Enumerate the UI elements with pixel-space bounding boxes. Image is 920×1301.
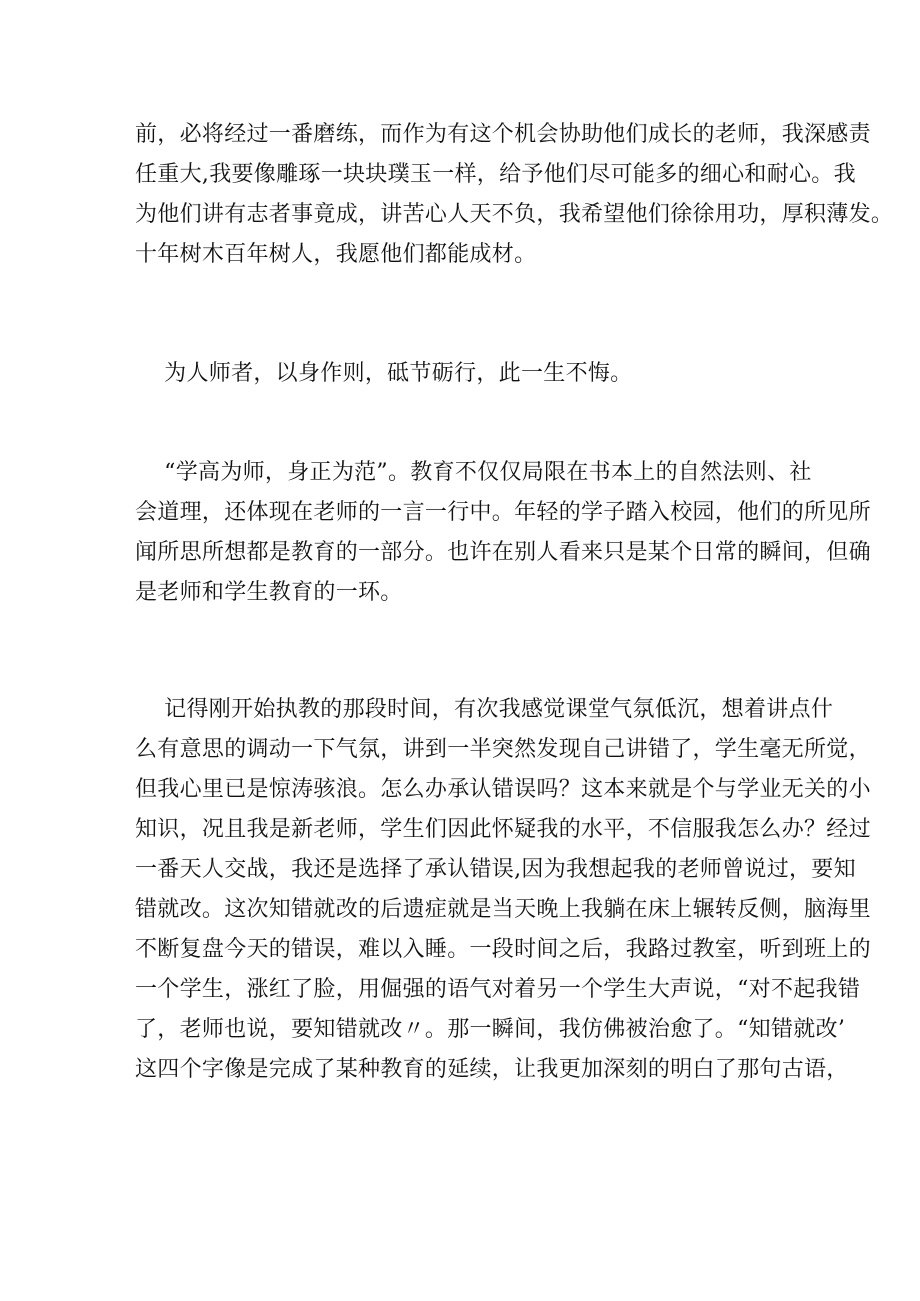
text-line: 是老师和学生教育的一环。: [135, 580, 403, 605]
text-line: 为人师者，以身作则，砥节砺行，此一生不悔。: [135, 361, 633, 386]
text-line: 前，必将经过一番磨练，而作为有这个机会协助他们成长的老师，我深感责: [135, 122, 871, 147]
text-line: 但我心里已是惊涛骇浪。怎么办承认错误吗？这本来就是个与学业无关的小: [135, 777, 871, 802]
text-line: 会道理，还体现在老师的一言一行中。年轻的学子踏入校园，他们的所见所: [135, 500, 871, 525]
text-line: 为他们讲有志者事竟成，讲苦心人天不负，我希望他们徐徐用功，厚积薄发。: [135, 202, 894, 227]
text-line: 记得刚开始执教的那段时间，有次我感觉课堂气氛低沉，想着讲点什: [135, 697, 834, 722]
paragraph-2: [135, 354, 805, 394]
paragraph-1: [135, 115, 894, 275]
text-line: 一番天人交战，我还是选择了承认错误,因为我想起我的老师曾说过，要知: [135, 857, 856, 882]
paragraph-4: [135, 690, 871, 1090]
text-line: 一个学生，涨红了脸，用倔强的语气对着另一个学生大声说，“对不起我错: [135, 977, 861, 1002]
text-line: 知识，况且我是新老师，学生们因此怀疑我的水平，不信服我怎么办？经过: [135, 817, 871, 842]
text-line: 了，老师也说，要知错就改〃。那一瞬间，我仿佛被治愈了。“知错就改’: [135, 1017, 846, 1042]
text-line: 错就改。这次知错就改的后遗症就是当天晚上我躺在床上辗转反侧，脑海里: [135, 897, 871, 922]
paragraph-3: [135, 453, 871, 613]
text-line: 十年树木百年树人，我愿他们都能成材。: [135, 242, 537, 267]
text-line: 不断复盘今天的错误，难以入睡。一段时间之后，我路过教室，听到班上的: [135, 937, 871, 962]
text-line: 么有意思的调动一下气氛，讲到一半突然发现自己讲错了，学生毫无所觉，: [135, 737, 871, 762]
text-line: 这四个字像是完成了某种教育的延续，让我更加深刻的明白了那句古语，: [135, 1057, 849, 1082]
text-line: “学高为师，身正为范”。教育不仅仅局限在书本上的自然法则、社: [135, 460, 812, 485]
text-line: 任重大,我要像雕琢一块块璞玉一样，给予他们尽可能多的细心和耐心。我: [135, 162, 856, 187]
text-line: 闻所思所想都是教育的一部分。也许在别人看来只是某个日常的瞬间，但确: [135, 540, 871, 565]
